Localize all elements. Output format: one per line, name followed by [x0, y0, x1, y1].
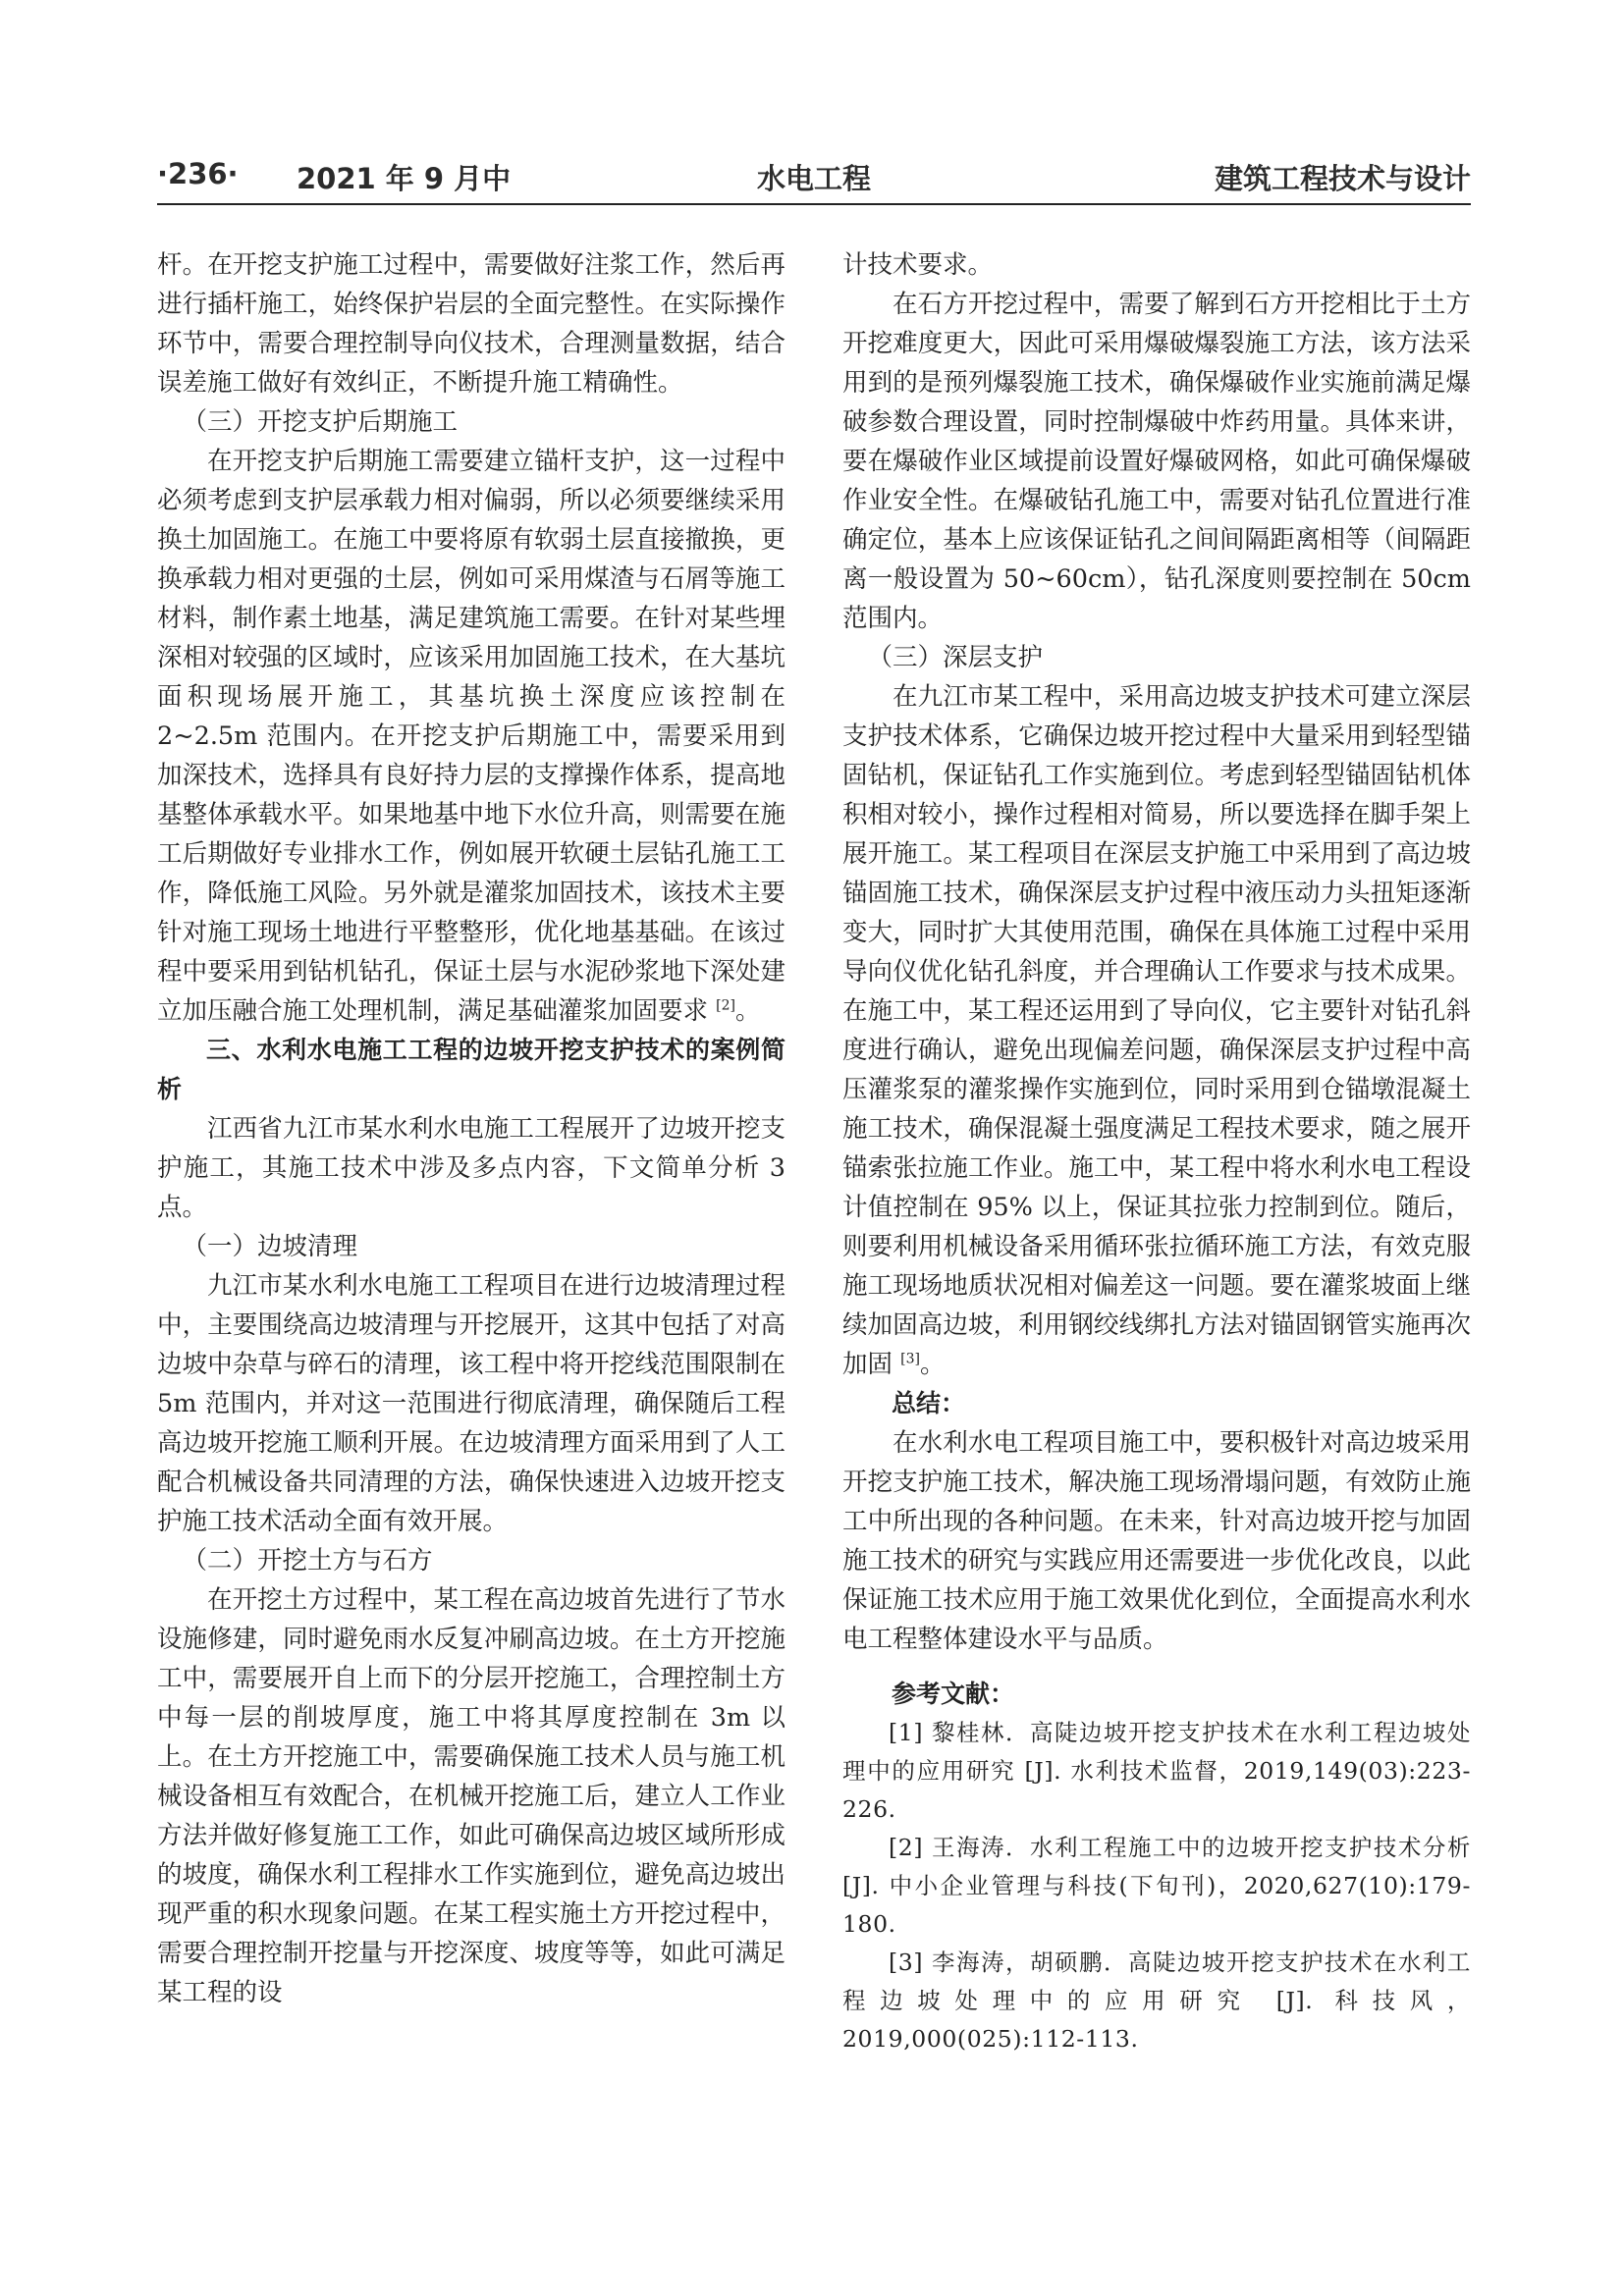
paragraph: 江西省九江市某水利水电施工工程展开了边坡开挖支护施工，其施工技术中涉及多点内容，下文简单分析 3 点。	[157, 1114, 785, 1222]
subsection-heading: （一）边坡清理	[182, 1232, 358, 1261]
citation: [3]	[900, 1351, 920, 1367]
header-rule	[157, 203, 1471, 205]
subsection-heading: （二）开挖土方与石方	[182, 1546, 433, 1575]
paragraph-end: 。	[734, 996, 761, 1026]
reference-item: [3] 李海涛，胡硕鹏．高陡边坡开挖支护技术在水利工程边坡处理中的应用研究 [J]. 科技风，2019,000(025):112-113.	[842, 1949, 1471, 2053]
page-header	[157, 145, 1471, 204]
citation: [2]	[716, 997, 735, 1014]
paragraph: 在水利水电工程项目施工中，要积极针对高边坡采用开挖支护施工技术，解决施工现场滑塌问题，有效防止施工中所出现的各种问题。在未来，针对高边坡开挖与加固施工技术的研究与实践应用还需要进一步优化改良，以此保证施工技术应用于施工效果优化到位，全面提高水利水电工程整体建设水平与品质。	[842, 1428, 1471, 1654]
paragraph: 杆。在开挖支护施工过程中，需要做好注浆工作，然后再进行插杆施工，始终保护岩层的全面完整性。在实际操作环节中，需要合理控制导向仪技术，合理测量数据，结合误差施工做好有效纠正，不断提升施工精确性。	[157, 250, 785, 398]
paragraph-text: 在开挖支护后期施工需要建立锚杆支护，这一过程中必须考虑到支护层承载力相对偏弱，所以必须要继续采用换土加固施工。在施工中要将原有软弱土层直接撤换，更换承载力相对更强的土层，例如可采用煤渣与石屑等施工材料，制作素土地基，满足建筑施工需要。在针对某些埋深相对较强的区域时，应该采用加固施工技术，在大基坑面积现场展开施工，其基坑换土深度应该控制在 2~2.5m 范围内。在开挖支护后期施工中，需要采用到加深技术，选择具有良好持力层的支撑操作体系，提高地基整体承载水平。如果地基中地下水位升高，则需要在施工后期做好专业排水工作，例如展开软硬土层钻孔施工工作，降低施工风险。另外就是灌浆加固技术，该技术主要针对施工现场土地进行平整整形，优化地基基础。在该过程中要采用到钻机钻孔，保证土层与水泥砂浆地下深处建立加压融合施工处理机制，满足基础灌浆加固要求	[157, 447, 785, 1026]
subsection-heading: （三）开挖支护后期施工	[182, 407, 459, 437]
paragraph: 九江市某水利水电施工工程项目在进行边坡清理过程中，主要围绕高边坡清理与开挖展开，这其中包括了对高边坡中杂草与碎石的清理，该工程中将开挖线范围限制在 5m 范围内，并对这一范围进行彻底清理，确保随后工程高边坡开挖施工顺利开展。在边坡清理方面采用到了人工配合机械设备共同清理的方法，确保快速进入边坡开挖支护施工技术活动全面有效开展。	[157, 1271, 785, 1536]
issue-date: 2021 年 9 月中	[297, 162, 512, 195]
section-heading: 三、水利水电施工工程的边坡开挖支护技术的案例简析	[157, 1036, 785, 1103]
reference-item: [1] 黎桂林．高陡边坡开挖支护技术在水利工程边坡处理中的应用研究 [J]. 水利技术监督，2019,149(03):223-226.	[842, 1719, 1471, 1823]
section-title: 建筑工程技术与设计	[1214, 162, 1471, 195]
summary-heading: 总结：	[892, 1389, 966, 1417]
paragraph	[157, 442, 785, 1031]
reference-item: [2] 王海涛．水利工程施工中的边坡开挖支护技术分析 [J]. 中小企业管理与科技(下旬刊)，2020,627(10):179-180.	[842, 1834, 1471, 1938]
right-column	[842, 245, 1471, 2058]
paragraph: 在石方开挖过程中，需要了解到石方开挖相比于土方开挖难度更大，因此可采用爆破爆裂施工方法，该方法采用到的是预列爆裂施工技术，确保爆破作业实施前满足爆破参数合理设置，同时控制爆破中炸药用量。具体来讲，要在爆破作业区域提前设置好爆破网格，如此可确保爆破作业安全性。在爆破钻孔施工中，需要对钻孔位置进行准确定位，基本上应该保证钻孔之间间隔距离相等（间隔距离一般设置为 50~60cm），钻孔深度则要控制在 50cm 范围内。	[842, 290, 1471, 633]
paragraph: 计技术要求。	[842, 250, 994, 280]
paragraph: 在开挖土方过程中，某工程在高边坡首先进行了节水设施修建，同时避免雨水反复冲刷高边坡。在土方开挖施工中，需要展开自上而下的分层开挖施工，合理控制土方中每一层的削坡厚度，施工中将其厚度控制在 3m 以上。在土方开挖施工中，需要确保施工技术人员与施工机械设备相互有效配合，在机械开挖施工后，建立人工作业方法并做好修复施工工作，如此可确保高边坡区域所形成的坡度，确保水利工程排水工作实施到位，避免高边坡出现严重的积水现象问题。在某工程实施土方开挖过程中，需要合理控制开挖量与开挖深度、坡度等等，如此可满足某工程的设	[157, 1585, 785, 2007]
journal-title: 水电工程	[756, 162, 871, 195]
subsection-heading: （三）深层支护	[867, 643, 1044, 672]
page-number: ·236·	[157, 157, 239, 190]
paragraph	[842, 677, 1471, 1384]
paragraph-text: 在九江市某工程中，采用高边坡支护技术可建立深层支护技术体系，它确保边坡开挖过程中大量采用到轻型锚固钻机，保证钻孔工作实施到位。考虑到轻型锚固钻机体积相对较小，操作过程相对简易，所以要选择在脚手架上展开施工。某工程项目在深层支护施工中采用到了高边坡锚固施工技术，确保深层支护过程中液压动力头扭矩逐渐变大，同时扩大其使用范围，确保在具体施工过程中采用导向仪优化钻孔斜度，并合理确认工作要求与技术成果。在施工中，某工程还运用到了导向仪，它主要针对钻孔斜度进行确认，避免出现偏差问题，确保深层支护过程中高压灌浆泵的灌浆操作实施到位，同时采用到仓锚墩混凝土施工技术，确保混凝土强度满足工程技术要求，随之展开锚索张拉施工作业。施工中，某工程中将水利水电工程设计值控制在 95% 以上，保证其拉张力控制到位。随后，则要利用机械设备采用循环张拉循环施工方法，有效克服施工现场地质状况相对偏差这一问题。要在灌浆坡面上继续加固高边坡，利用钢绞线绑扎方法对锚固钢管实施再次加固	[842, 682, 1471, 1379]
paragraph-end: 。	[919, 1350, 946, 1379]
left-column	[157, 245, 785, 2012]
references-heading: 参考文献：	[892, 1680, 1015, 1708]
